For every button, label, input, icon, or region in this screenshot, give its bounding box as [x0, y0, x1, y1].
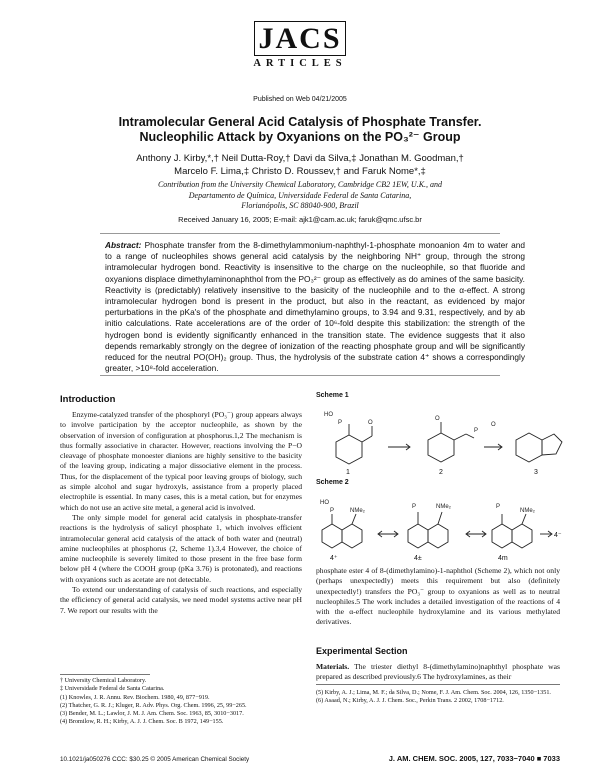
footnote: (2) Thatcher, G. R. J.; Kluger, R. Adv. Phys. Org. Chem. 1996, 25, 99−265. — [60, 701, 247, 709]
compound-label: 1 — [346, 469, 350, 476]
svg-text:P: P — [412, 504, 417, 510]
right-column-text: phosphate ester 4 of 8-(dimethylamino)-1-naphthol (Scheme 2), which not only (perhaps unexpectedly) meets this requirement but also (definitely unexpectedly!) transfers the PO₃⁻ group to oxyanions as well as to neutral nucleophiles.5 The work includes a detailed investigation of the reactions of 4 with the α-effect nucleophile hydroxylamine and its various methylated derivatives. — [316, 566, 560, 627]
materials-text: The triester diethyl 8-(dimethylamino)naphthyl phosphate was prepared as described previously.6 The hydroxylamines, as their — [316, 662, 560, 682]
footnote: (4) Bromilow, R. H.; Kirby, A. J. J. Chem. Soc. B 1972, 149−155. — [60, 718, 224, 726]
benzene-ring-2 — [428, 433, 454, 462]
footnotes-right — [316, 689, 560, 706]
svg-text:O: O — [491, 422, 496, 428]
naphthalene-ring — [408, 524, 428, 548]
svg-text:O: O — [368, 420, 373, 426]
published-date: Published on Web 04/21/2005 — [253, 96, 347, 103]
compound-label: 3 — [534, 469, 538, 476]
scheme1-label: Scheme 1 — [316, 392, 349, 399]
svg-text:NMe₂: NMe₂ — [436, 504, 451, 510]
compound-label: 2 — [439, 469, 443, 476]
svg-text:NMe₂: NMe₂ — [520, 508, 535, 514]
authors: Anthony J. Kirby,*,† Neil Dutta-Roy,† Davi da Silva,‡ Jonathan M. Goodman,† Marcelo F. Lima,‡ Christo D. Roussev,† and Faruk Nome*,‡ — [136, 153, 464, 177]
intro-heading: Introduction — [60, 394, 116, 405]
abstract-label: Abstract: — [105, 240, 142, 250]
jacs-logo-letters: JACS — [254, 22, 345, 56]
footnote: ‡ Universidade Federal de Santa Catarina. — [60, 685, 165, 693]
svg-text:P: P — [496, 504, 501, 510]
svg-text:P: P — [330, 508, 335, 514]
svg-text:O: O — [435, 416, 440, 422]
compound-label: 4⁺ — [330, 555, 338, 562]
benzene-ring-1 — [336, 435, 362, 464]
footnote: (6) Asaad, N.; Kirby, A. J. J. Chem. Soc., Perkin Trans. 2 2002, 1708−1712. — [316, 697, 504, 705]
footnote: (3) Bender, M. L.; Lawlor, J. M. J. Am. Chem. Soc. 1963, 85, 3010−3017. — [60, 710, 244, 718]
abstract — [105, 240, 525, 374]
intro-paragraph: To extend our understanding of catalysis of such reactions, and especially the efficiency of general acid catalysis, we need model systems active near pH 7. We report our results with the — [60, 585, 302, 615]
footnote-rule — [60, 674, 150, 675]
scheme2-figure — [316, 488, 566, 564]
naphthalene-ring — [492, 524, 512, 548]
footer-doi: 10.1021/ja050276 CCC: $30.25 © 2005 American Chemical Society — [60, 756, 250, 763]
intro-paragraph: The only simple model for general acid catalysis in phosphate-transfer reactions is the hydrolysis of salicyl phosphate 1, which involves efficient intramolecular general acid catalysis of the attack of both water and (neutral) amine nucleophiles at phosphorus (2, Scheme 1).3,4 However, the choice of amine nucleophile is severely limited to those present in the free base form below pH 4 (where the COOH group (pKa 3.76) is protonated), and reactions with oxyanions such as acetate are not detectable. — [60, 512, 302, 584]
svg-text:P: P — [338, 420, 343, 426]
intro-body — [60, 410, 302, 616]
scheme1-figure — [316, 402, 566, 478]
abstract-text: Phosphate transfer from the 8-dimethylammonium-naphthyl-1-phosphate monoanion 4m to water and to a range of nucleophiles shows general acid catalysis by the neighboring NH⁺ group, through the strong intramolecular hydrogen bond. Reactivity is insensitive to the charge on the nucleophile, so that fluoride and oxyanions displace dimethylaminonaphthol from the PO₃²⁻ group as effectively as do amines of the same basicity. Reactivity is (predictably) relatively insensitive to the basicity of the nucleophile and to the α-effect. A strong intramolecular hydrogen bond is present in the product, but also in the reactant, as evidenced by major perturbations in the pKa's of the phosphate and dimethylamino groups, to 3.94 and 9.31, respectively, and by ab initio calculations. Rate accelerations are of the order of 10⁶-fold despite this stabilization: the strength of the hydrogen bond is evidently significantly enhanced in the transition state. The evidence suggests that it also depends remarkably strongly on the degree of ionization of the reacting phosphate group and will be significantly reduced for the neutral PO(OH)₂ group. Thus, the hydrolysis of the substrate cation 4⁺ shows a correspondingly greater, >10⁸-fold acceleration. — [105, 240, 525, 374]
footnote: † University Chemical Laboratory. — [60, 677, 147, 684]
intro-paragraph: Enzyme-catalyzed transfer of the phosphoryl (PO₃⁻) group appears always to involve participation by the acceptor nucleophile, as shown by the observation of inversion of configuration at phosphorus.1,2 The mechanism is thus formally associative in character. However, reactions involving the P−O cleavage of phosphate monoester dianions are highly sensitive to the basicity of the leaving group, indicating a major dissociative element in the process. Thus, for the displacement of the typical poor leaving groups of biology, such as simple alcohol and sugar hydroxyls, assistance from a properly placed electrophile is essential. In many cases, this is a metal cation, but for enzymes which do not use an active site metal, a general acid is involved. — [60, 410, 302, 512]
svg-text:NMe₂: NMe₂ — [350, 508, 365, 514]
materials-paragraph — [316, 662, 560, 683]
journal-logo — [0, 22, 600, 69]
svg-text:P: P — [474, 428, 479, 434]
section-label: ARTICLES — [253, 58, 347, 69]
materials-label: Materials. — [316, 662, 350, 671]
abstract-rule-top — [100, 233, 500, 234]
footnote: (1) Knowles, J. R. Annu. Rev. Biochem. 1980, 49, 877−919. — [60, 693, 210, 701]
footer-citation: J. AM. CHEM. SOC. 2005, 127, 7033−7040 ■ 7033 — [388, 754, 560, 763]
received-line: Received January 16, 2005; E-mail: ajk1@cam.ac.uk; faruk@qmc.ufsc.br — [178, 215, 422, 224]
footnote-rule-right — [316, 684, 560, 685]
footnotes — [60, 677, 302, 727]
compound-label: 4m — [498, 555, 508, 562]
footnote: (5) Kirby, A. J.; Lima, M. F.; da Silva, D.; Nome, F. J. Am. Chem. Soc. 2004, 126, 1350−1351. — [316, 689, 551, 696]
abstract-rule-bottom — [100, 375, 500, 376]
paper-title: Intramolecular General Acid Catalysis of Phosphate Transfer. Nucleophilic Attack by Oxyanions on the PO₃²⁻ Group — [118, 115, 482, 144]
svg-text:HO: HO — [320, 500, 329, 506]
svg-text:HO: HO — [324, 412, 333, 418]
benzene-ring-3 — [516, 433, 542, 462]
compound-label: 4± — [414, 555, 422, 562]
experimental-heading: Experimental Section — [316, 646, 408, 656]
scheme2-label: Scheme 2 — [316, 479, 349, 486]
compound-label: 4⁻ — [554, 532, 562, 539]
naphthalene-ring — [322, 524, 342, 548]
affiliation: Contribution from the University Chemical Laboratory, Cambridge CB2 1EW, U.K., and Departamento de Química, Universidade Federal de Santa Catarina, Florianópolis, SC 88040-900, Brazil — [157, 180, 443, 210]
